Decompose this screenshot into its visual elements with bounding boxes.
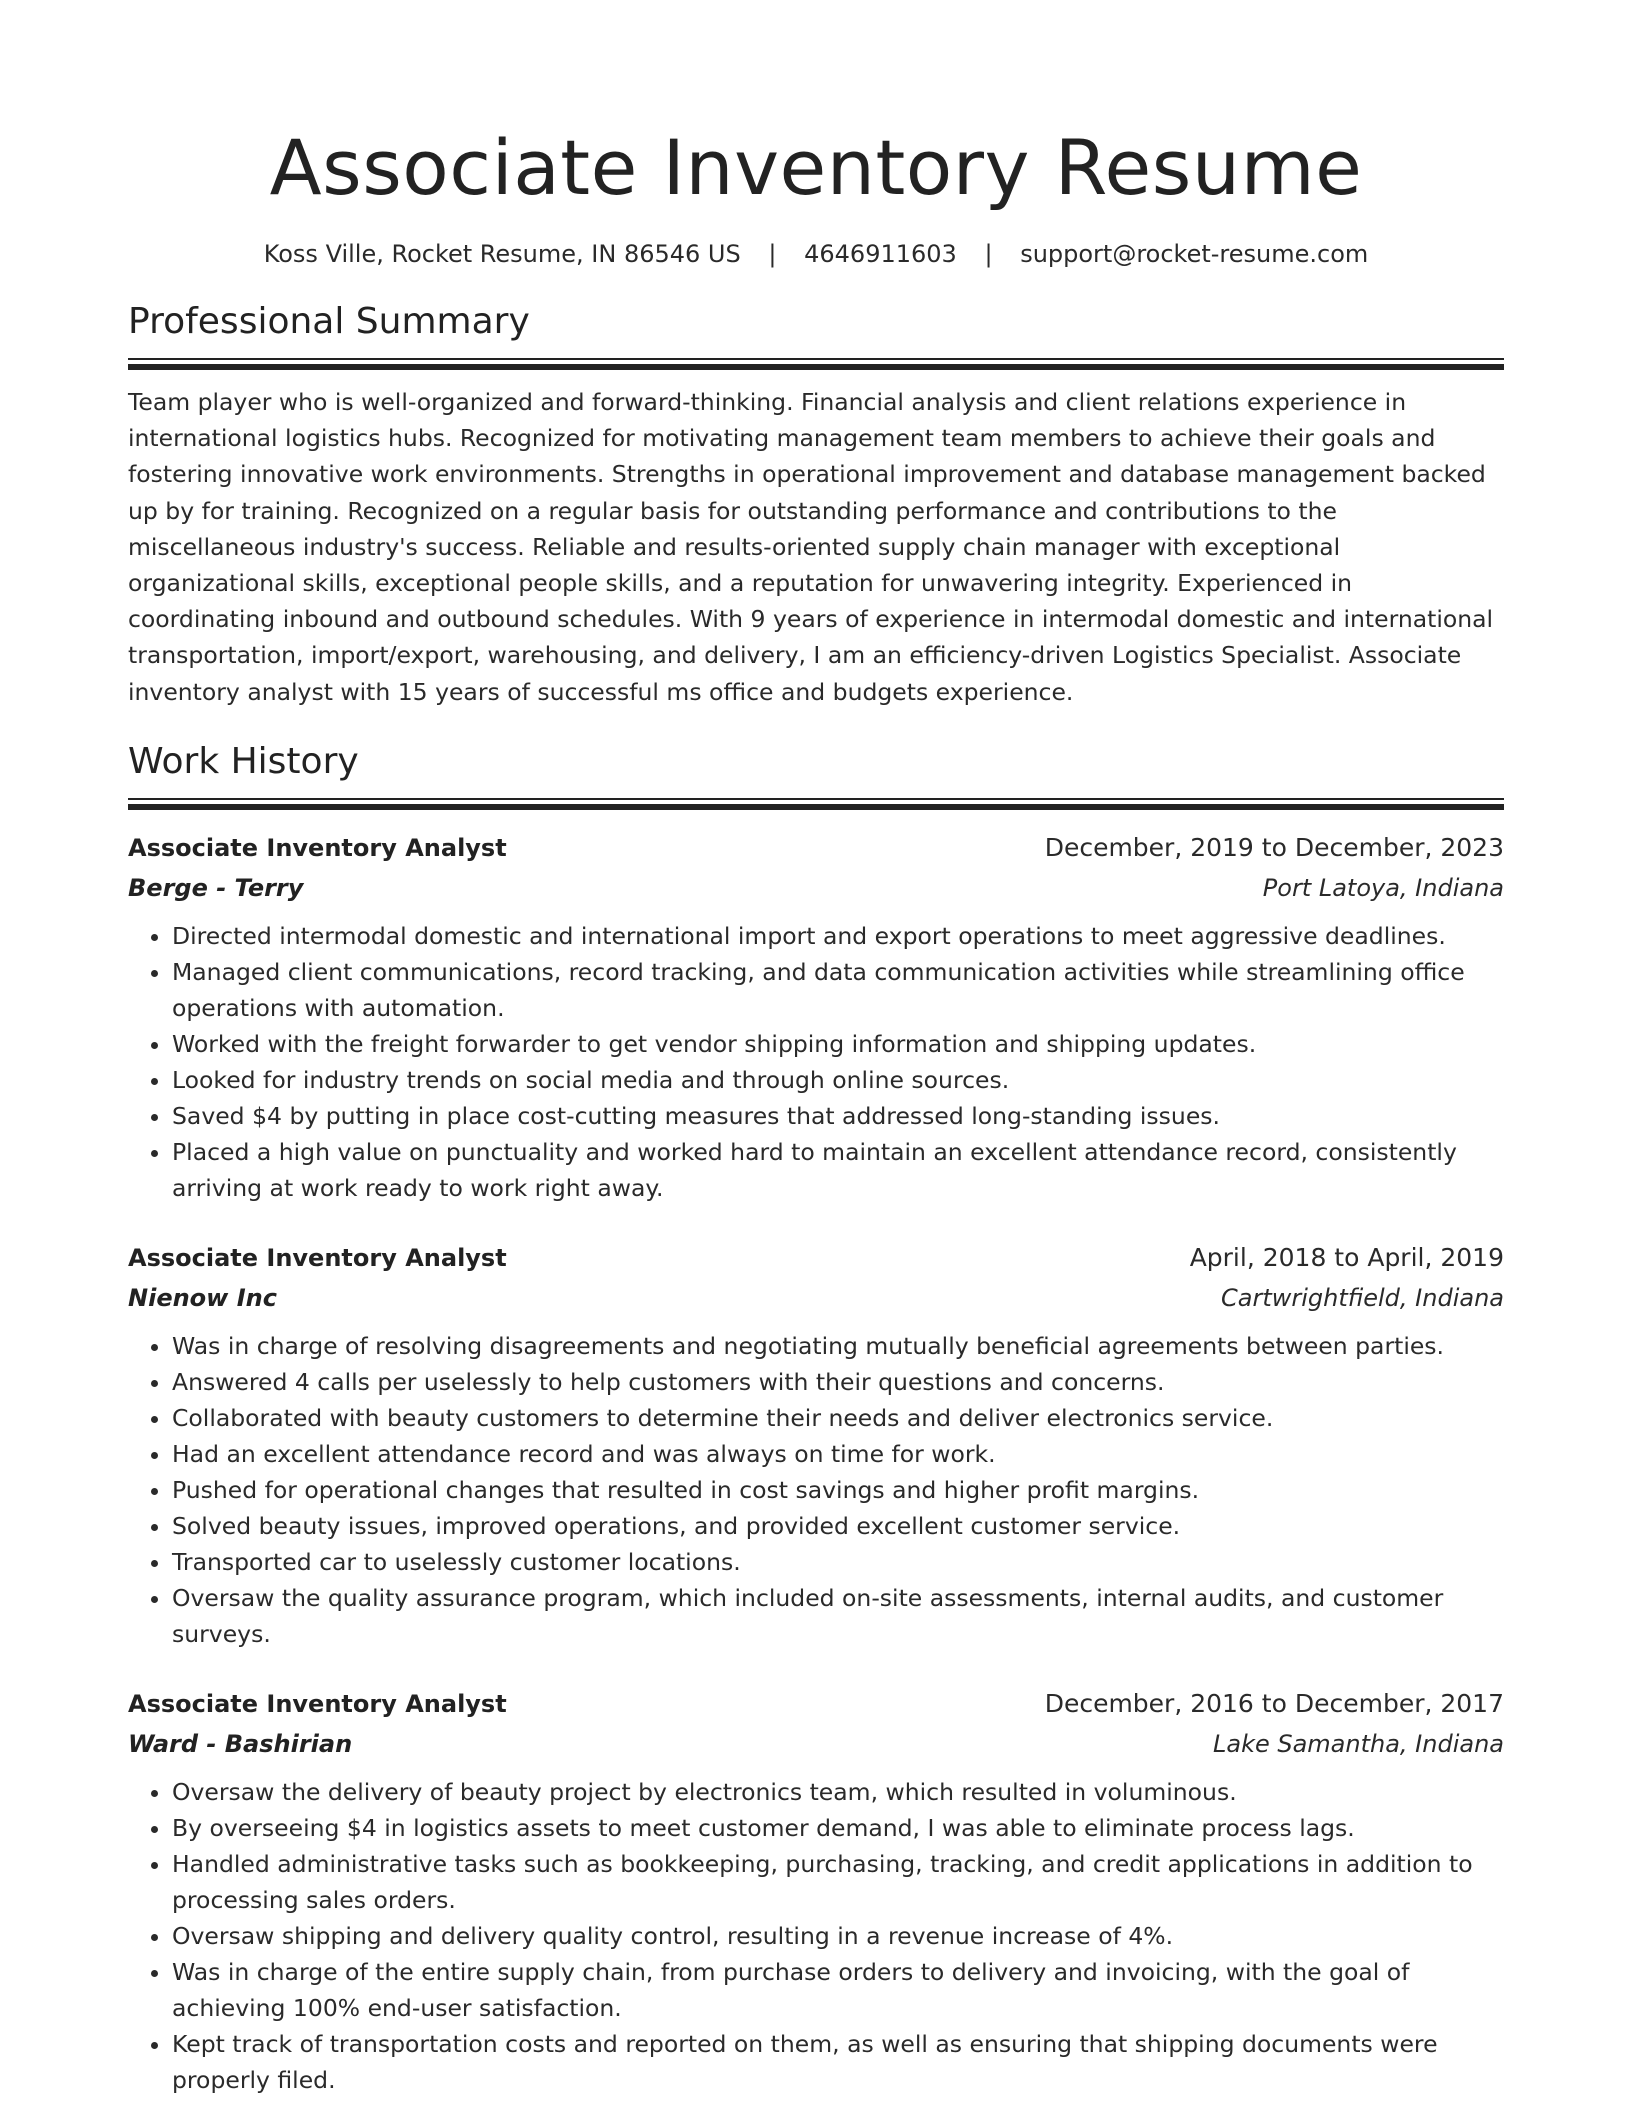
contact-separator: | — [768, 240, 777, 268]
job-title: Associate Inventory Analyst — [128, 1243, 507, 1272]
job-bullet: • Worked with the freight forwarder to get vendor shipping information and shipping updates. — [172, 1026, 1504, 1062]
job-entry — [128, 828, 1504, 1206]
job-entry — [128, 1684, 1504, 2098]
job-bullet: • Managed client communications, record tracking, and data communication activities while streamlining office operations with automation. — [172, 954, 1504, 1026]
contact-line — [128, 238, 1504, 270]
section-title-summary: Professional Summary — [128, 301, 530, 342]
job-entry — [128, 1238, 1504, 1652]
job-location: Lake Samantha, Indiana — [1212, 1729, 1504, 1758]
section-title-work: Work History — [128, 740, 359, 782]
job-bullets — [128, 1774, 1504, 2098]
job-dates: December, 2019 to December, 2023 — [1044, 832, 1504, 862]
job-bullet: • Saved $4 by putting in place cost-cutting measures that addressed long-standing issues. — [172, 1098, 1504, 1134]
job-bullets — [128, 918, 1504, 1206]
job-company: Ward - Bashirian — [128, 1729, 353, 1758]
job-dates: April, 2018 to April, 2019 — [1189, 1242, 1504, 1272]
job-header-row — [128, 1684, 1504, 1724]
job-bullet: • Had an excellent attendance record and was always on time for work. — [172, 1436, 1504, 1472]
summary-text: Team player who is well-organized and forward-thinking. Financial analysis and client relations experience in international logistics hubs. Recognized for motivating management team members to achieve their goals and fostering innovative work environments. Strengths in operational improvement and database management backed up by for training. Recognized on a regular basis for outstanding performance and contributions to the miscellaneous industry's success. Reliable and results-oriented supply chain manager with exceptional organizational skills, exceptional people skills, and a reputation for unwavering integrity. Experienced in coordinating inbound and outbound schedules. With 9 years of experience in intermodal domestic and international transportation, import/export, warehousing, and delivery, I am an efficiency-driven Logistics Specialist. Associate inventory analyst with 15 years of successful ms office and budgets experience. — [128, 388, 1494, 706]
job-bullet: • Oversaw shipping and delivery quality control, resulting in a revenue increase of 4%. — [172, 1918, 1504, 1954]
job-bullet: • Handled administrative tasks such as bookkeeping, purchasing, tracking, and credit applications in addition to processing sales orders. — [172, 1846, 1504, 1918]
contact-phone: 4646911603 — [804, 240, 957, 268]
job-bullet: • Placed a high value on punctuality and worked hard to maintain an excellent attendance record, consistently arriving at work ready to work right away. — [172, 1134, 1504, 1206]
contact-address: Koss Ville, Rocket Resume, IN 86546 US — [263, 240, 741, 268]
job-bullet: • Collaborated with beauty customers to determine their needs and deliver electronics service. — [172, 1400, 1504, 1436]
job-company-row — [128, 868, 1504, 908]
job-bullet: • Answered 4 calls per uselessly to help customers with their questions and concerns. — [172, 1364, 1504, 1400]
professional-summary-section — [128, 298, 1504, 710]
work-history-section — [128, 738, 1504, 2098]
job-bullet: • Kept track of transportation costs and reported on them, as well as ensuring that shipping documents were properly filed. — [172, 2026, 1504, 2098]
job-dates: December, 2016 to December, 2017 — [1044, 1688, 1504, 1718]
job-company-row — [128, 1278, 1504, 1318]
job-bullet: • Was in charge of resolving disagreements and negotiating mutually beneficial agreements between parties. — [172, 1328, 1504, 1364]
job-bullet: • Looked for industry trends on social media and through online sources. — [172, 1062, 1504, 1098]
job-bullet: • Was in charge of the entire supply chain, from purchase orders to delivery and invoicing, with the goal of achieving 100% end-user satisfaction. — [172, 1954, 1504, 2026]
contact-email: support@rocket-resume.com — [1020, 240, 1369, 268]
job-bullets — [128, 1328, 1504, 1652]
job-bullet: • Pushed for operational changes that resulted in cost savings and higher profit margins. — [172, 1472, 1504, 1508]
job-company-row — [128, 1724, 1504, 1764]
job-header-row — [128, 828, 1504, 868]
job-company: Berge - Terry — [128, 873, 304, 902]
contact-separator: | — [984, 240, 993, 268]
job-bullet: • By overseeing $4 in logistics assets to meet customer demand, I was able to eliminate process lags. — [172, 1810, 1504, 1846]
job-location: Port Latoya, Indiana — [1262, 873, 1504, 902]
job-bullet: • Oversaw the quality assurance program, which included on-site assessments, internal audits, and customer surveys. — [172, 1580, 1504, 1652]
section-divider — [128, 798, 1504, 810]
section-divider — [128, 358, 1504, 370]
resume-title: Associate Inventory Resume — [269, 123, 1363, 212]
job-title: Associate Inventory Analyst — [128, 833, 507, 862]
job-bullet: • Oversaw the delivery of beauty project by electronics team, which resulted in voluminous. — [172, 1774, 1504, 1810]
job-bullet: • Directed intermodal domestic and international import and export operations to meet aggressive deadlines. — [172, 918, 1504, 954]
job-location: Cartwrightfield, Indiana — [1220, 1283, 1504, 1312]
job-header-row — [128, 1238, 1504, 1278]
job-bullet: • Solved beauty issues, improved operations, and provided excellent customer service. — [172, 1508, 1504, 1544]
job-bullet: • Transported car to uselessly customer locations. — [172, 1544, 1504, 1580]
job-company: Nienow Inc — [128, 1283, 277, 1312]
job-title: Associate Inventory Analyst — [128, 1689, 507, 1718]
